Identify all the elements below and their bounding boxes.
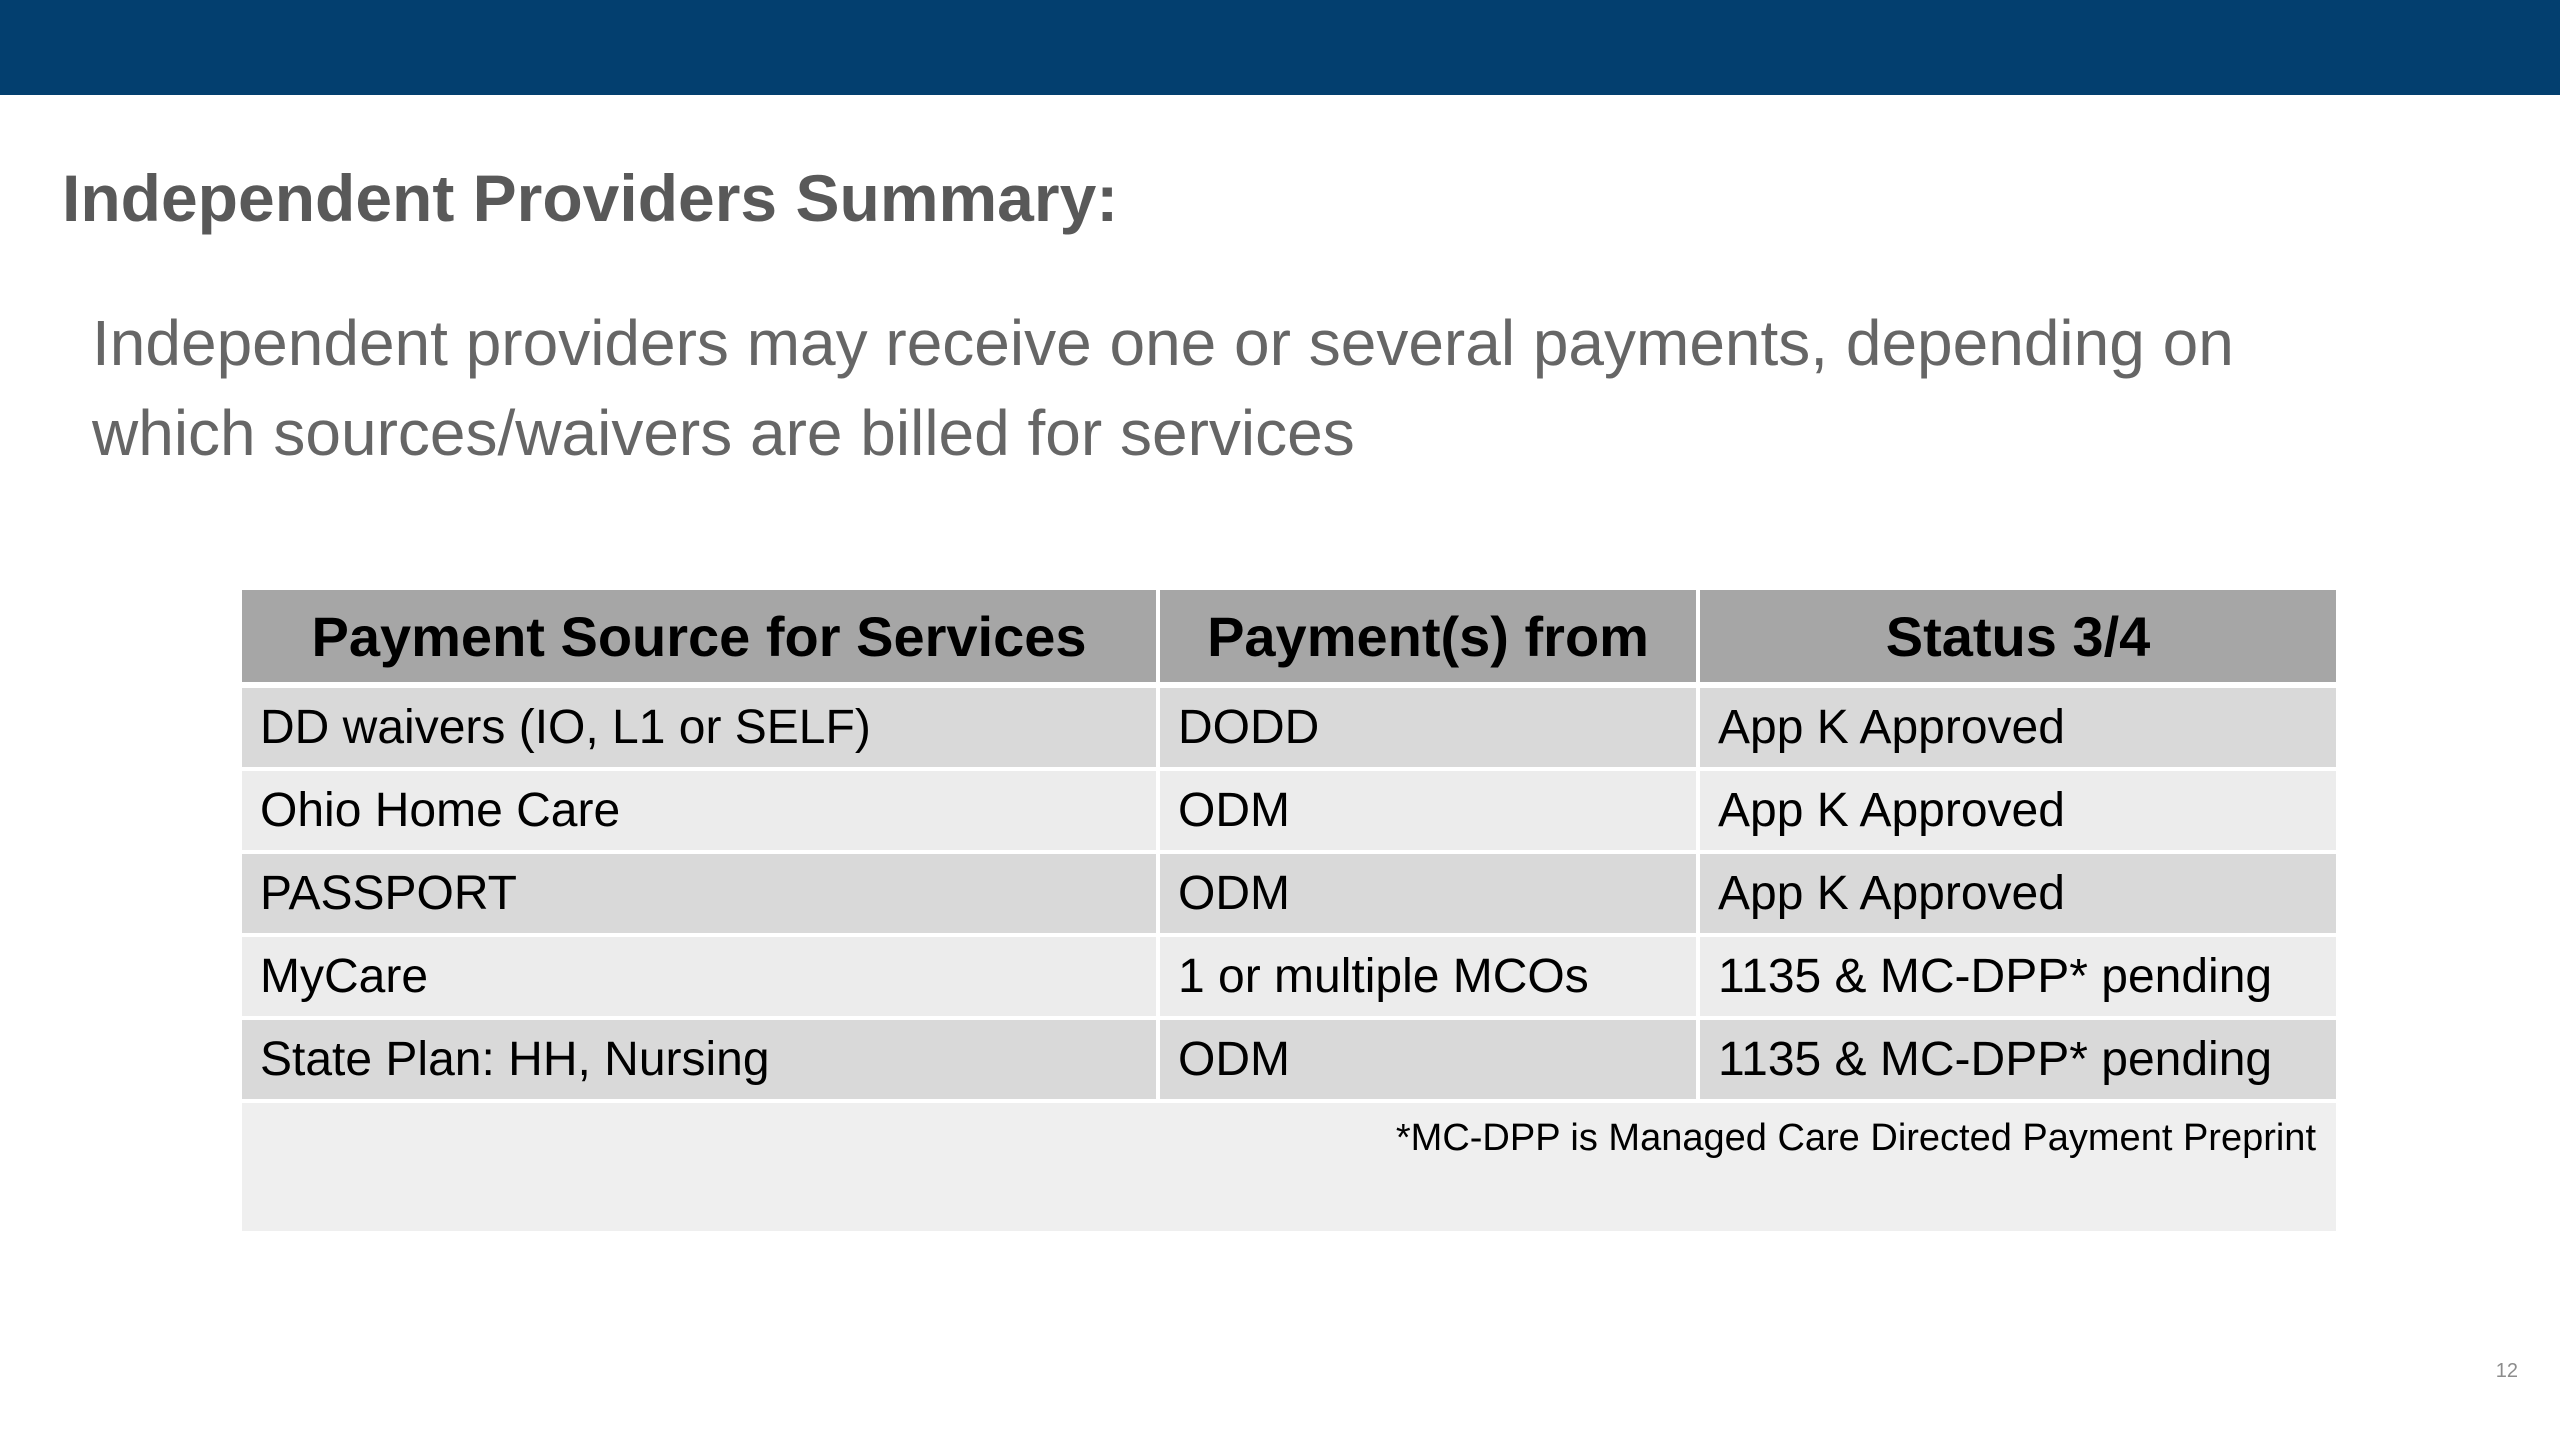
table-row [242,852,2336,935]
cell-status: App K Approved [1698,685,2336,769]
cell-payments-from: 1 or multiple MCOs [1158,935,1698,1018]
cell-payment-source: DD waivers (IO, L1 or SELF) [242,685,1158,769]
table-row [242,935,2336,1018]
cell-payment-source: Ohio Home Care [242,769,1158,852]
top-banner [0,0,2560,95]
footnote-text: *MC-DPP is Managed Care Directed Payment Preprint [1395,1117,2316,1159]
payment-table-container [242,590,2336,1231]
table-row [242,1018,2336,1101]
cell-status: App K Approved [1698,769,2336,852]
cell-payment-source: MyCare [242,935,1158,1018]
payment-table [242,590,2336,1103]
footnote-row [242,1103,2336,1231]
cell-payments-from: ODM [1158,1018,1698,1101]
cell-payments-from: DODD [1158,685,1698,769]
slide-title: Independent Providers Summary: [62,161,1119,235]
cell-status: App K Approved [1698,852,2336,935]
cell-status: 1135 & MC-DPP* pending [1698,935,2336,1018]
table-row [242,769,2336,852]
intro-text: Independent providers may receive one or several payments, depending on which sources/waivers are billed for services [92,307,2234,469]
cell-payment-source: PASSPORT [242,852,1158,935]
cell-payments-from: ODM [1158,852,1698,935]
header-payment-source: Payment Source for Services [242,590,1158,685]
cell-status: 1135 & MC-DPP* pending [1698,1018,2336,1101]
cell-payments-from: ODM [1158,769,1698,852]
header-status: Status 3/4 [1698,590,2336,685]
header-payments-from: Payment(s) from [1158,590,1698,685]
page-number: 12 [2495,1360,2518,1382]
cell-payment-source: State Plan: HH, Nursing [242,1018,1158,1101]
table-row [242,685,2336,769]
table-header-row [242,590,2336,685]
